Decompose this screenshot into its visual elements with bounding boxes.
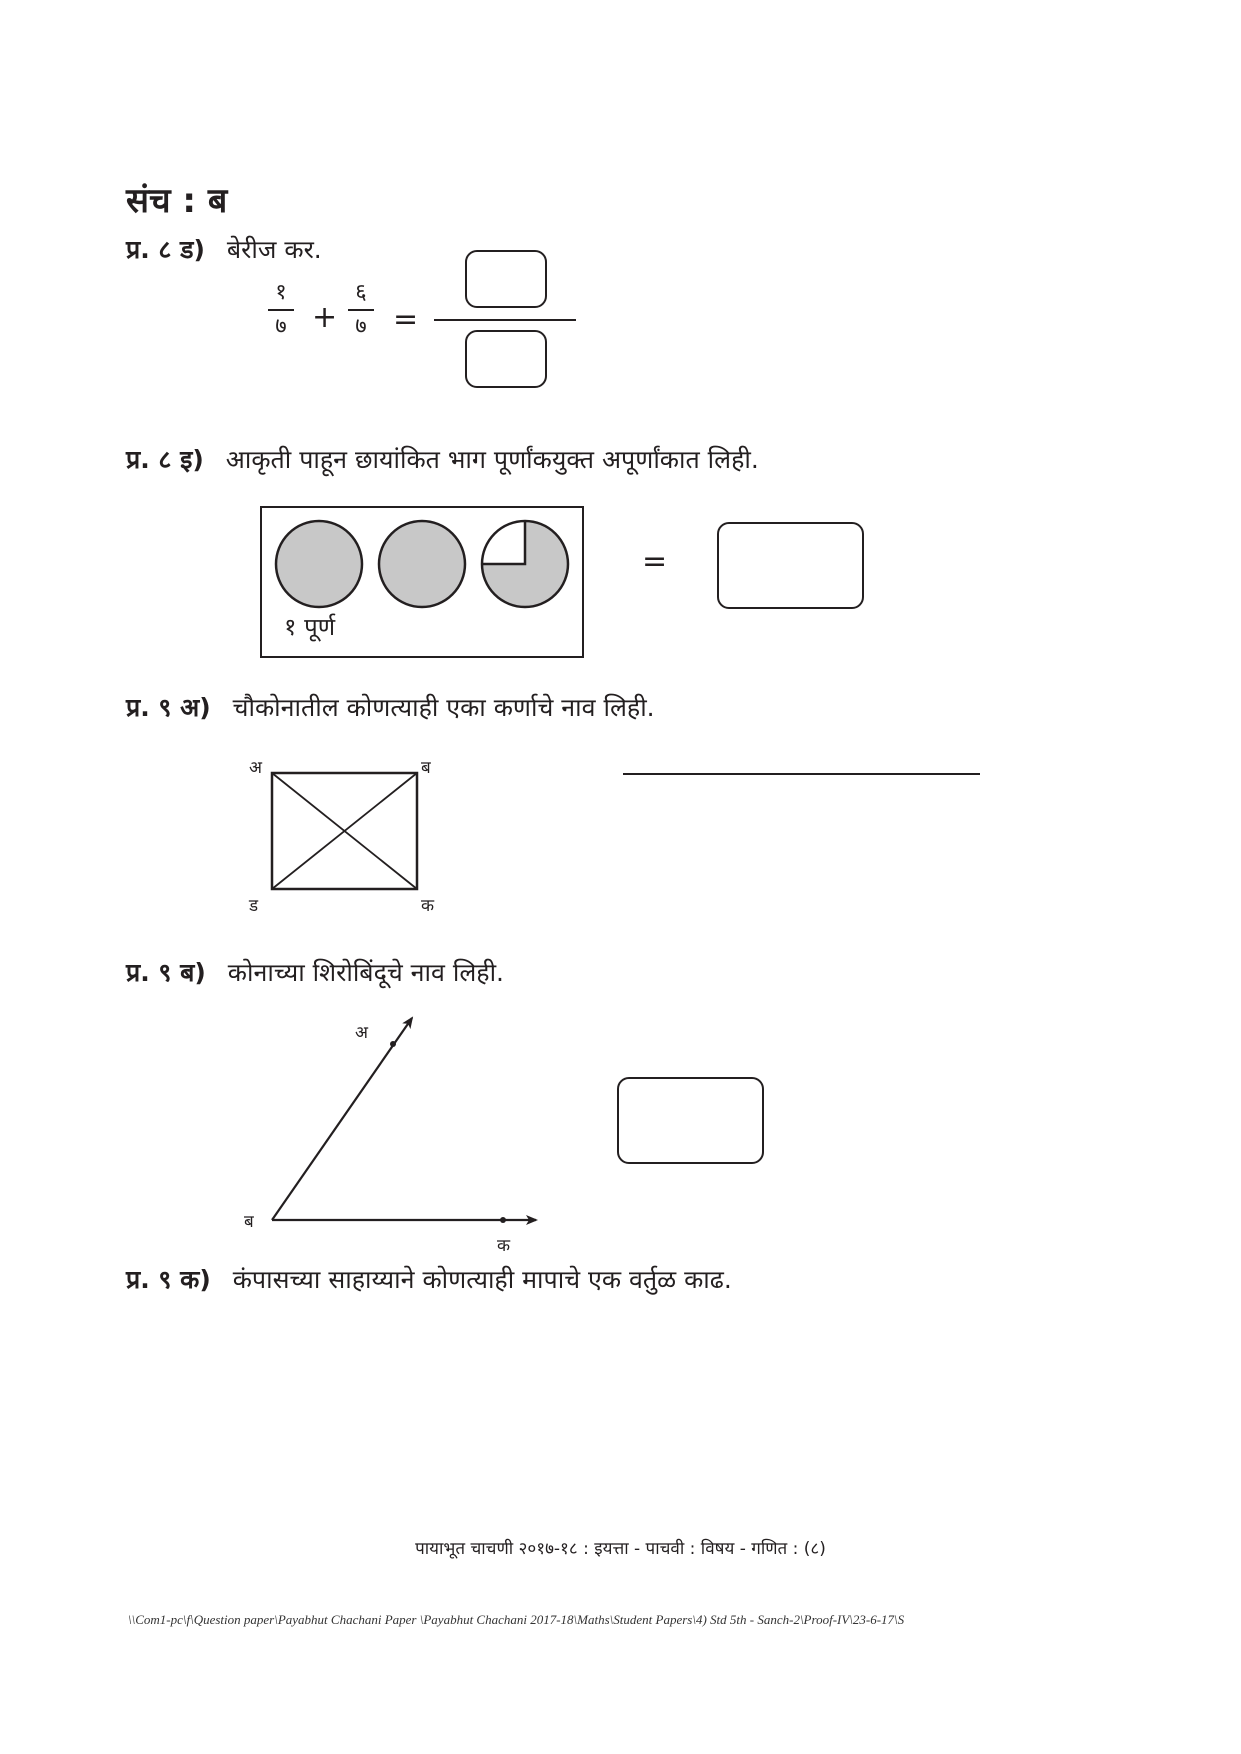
vertex-answer-box[interactable]	[617, 1077, 764, 1164]
plus-operator: +	[312, 300, 338, 335]
file-path: \\Com1-pc\f\Question paper\Payabhut Chachani Paper \Payabhut Chachani 2017-18\Maths\Student Papers\4) Std 5th - Sanch-2\Proof-IV\23-6-17\S	[128, 1612, 905, 1627]
denominator: ७	[275, 314, 287, 339]
vertex-label-bottom-left: ड	[249, 896, 259, 916]
numerator: १	[275, 280, 287, 305]
question-text: कंपासच्या साहाय्याने कोणत्याही मापाचे एक वर्तुळ काढ.	[232, 1265, 732, 1294]
equals-sign: =	[393, 302, 419, 337]
vertex-label-top-right: ब	[421, 758, 431, 778]
point-k	[500, 1217, 506, 1223]
ray-upper	[272, 1018, 412, 1220]
question-number: प्र. ९ अ)	[126, 693, 211, 722]
question-text: आकृती पाहून छायांकित भाग पूर्णांकयुक्त अपूर्णांकात लिही.	[225, 445, 759, 474]
denominator: ७	[355, 314, 367, 339]
point-label-right: क	[497, 1236, 511, 1256]
vertex-label-top-left: अ	[249, 758, 262, 778]
whole-label: १ पूर्ण	[284, 613, 336, 641]
question-9k	[126, 1262, 732, 1296]
question-number: प्र. ९ क)	[126, 1265, 211, 1294]
page-footer: पायाभूत चाचणी २०१७-१८ : इयत्ता - पाचवी : विषय - गणित : (८)	[415, 1539, 826, 1559]
set-title: संच : ब	[126, 181, 228, 221]
question-text: कोनाच्या शिरोबिंदूचे नाव लिही.	[227, 958, 504, 987]
numerator: ६	[355, 280, 367, 305]
question-text: बेरीज कर.	[226, 235, 322, 264]
point-label-top: अ	[355, 1023, 368, 1043]
question-number: प्र. ८ इ)	[126, 445, 204, 474]
question-text: चौकोनातील कोणत्याही एका कर्णाचे नाव लिही.	[232, 693, 655, 722]
vertex-label-bottom-right: क	[421, 896, 435, 916]
question-number: प्र. ८ ड)	[126, 235, 205, 264]
question-number: प्र. ९ ब)	[126, 958, 206, 987]
point-label-vertex: ब	[244, 1212, 254, 1232]
point-a	[390, 1041, 396, 1047]
equals-sign: =	[642, 544, 668, 579]
